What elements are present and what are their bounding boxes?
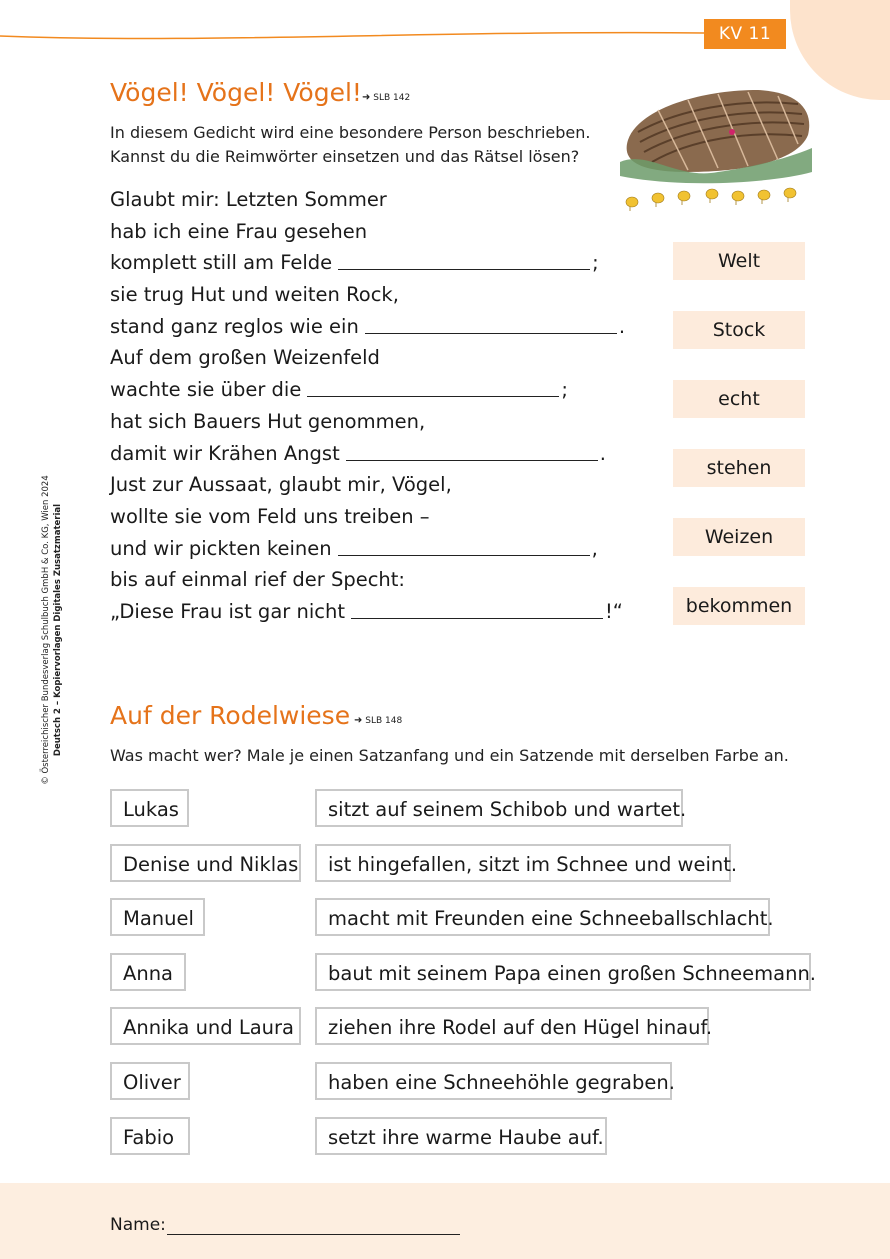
sentence-start[interactable]: Fabio: [110, 1117, 190, 1155]
poem-line: hab ich eine Frau gesehen: [110, 219, 368, 243]
sentence-end[interactable]: macht mit Freunden eine Schneeballschlacht.: [315, 898, 770, 936]
sentence-end[interactable]: ziehen ihre Rodel auf den Hügel hinauf.: [315, 1007, 709, 1045]
worksheet-badge: KV 11: [704, 19, 786, 49]
poem-line: Auf dem großen Weizenfeld: [110, 346, 380, 370]
section2-ref: [354, 715, 402, 726]
sentence-end[interactable]: sitzt auf seinem Schibob und wartet.: [315, 789, 683, 827]
intro-line: In diesem Gedicht wird eine besondere Person beschrieben.: [110, 123, 591, 142]
copyright-text: © Österreichischer Bundesverlag Schulbuch GmbH & Co. KG, Wien 2024: [41, 475, 51, 785]
section1-ref: [362, 92, 410, 103]
poem-line: und wir pickten keinen ,: [110, 536, 598, 560]
poem-line: „Diese Frau ist gar nicht !“: [110, 599, 623, 623]
answer-blank[interactable]: [338, 555, 590, 556]
section1-intro: [110, 121, 590, 169]
answer-blank[interactable]: [346, 460, 598, 461]
answer-blank[interactable]: [307, 396, 559, 397]
poem-line: Just zur Aussaat, glaubt mir, Vögel,: [110, 473, 452, 497]
section2-ref-label: SLB 148: [365, 716, 403, 726]
sentence-start[interactable]: Denise und Niklas: [110, 844, 301, 882]
poem-line: komplett still am Felde ;: [110, 251, 599, 275]
word-bank-item: Weizen: [673, 518, 805, 556]
poem-line: wachte sie über die ;: [110, 378, 568, 402]
poem-line: sie trug Hut und weiten Rock,: [110, 283, 399, 307]
section2-title: Auf der Rodelwiese: [110, 701, 351, 730]
sentence-end[interactable]: haben eine Schneehöhle gegraben.: [315, 1062, 672, 1100]
sentence-start[interactable]: Oliver: [110, 1062, 190, 1100]
poem-line: Glaubt mir: Letzten Sommer: [110, 188, 387, 211]
word-bank-item: stehen: [673, 449, 805, 487]
answer-blank[interactable]: [351, 618, 603, 619]
section1-ref-label: SLB 142: [373, 93, 411, 103]
answer-blank[interactable]: [338, 269, 590, 270]
word-bank-item: echt: [673, 380, 805, 418]
poem-line: damit wir Krähen Angst .: [110, 441, 606, 465]
sentence-start[interactable]: Annika und Laura: [110, 1007, 301, 1045]
poem-line: wollte sie vom Feld uns treiben –: [110, 504, 430, 528]
sentence-start[interactable]: Lukas: [110, 789, 189, 827]
poem: [110, 184, 625, 628]
sentence-end[interactable]: ist hingefallen, sitzt im Schnee und weint.: [315, 844, 731, 882]
word-bank-item: Stock: [673, 311, 805, 349]
sentence-start[interactable]: Anna: [110, 953, 186, 991]
word-bank-item: bekommen: [673, 587, 805, 625]
poem-line: hat sich Bauers Hut genommen,: [110, 409, 426, 433]
poem-line: stand ganz reglos wie ein .: [110, 314, 626, 338]
poem-line: bis auf einmal rief der Specht:: [110, 568, 405, 592]
field-illustration: [618, 80, 814, 216]
side-copyright: [40, 460, 64, 800]
name-field[interactable]: [167, 1234, 460, 1235]
name-label: Name:: [110, 1215, 166, 1235]
intro-line: Kannst du die Reimwörter einsetzen und das Rätsel lösen?: [110, 147, 580, 166]
sentence-end[interactable]: baut mit seinem Papa einen großen Schneemann.: [315, 953, 811, 991]
sentence-end[interactable]: setzt ihre warme Haube auf.: [315, 1117, 607, 1155]
word-bank-item: Welt: [673, 242, 805, 280]
answer-blank[interactable]: [365, 333, 617, 334]
section2-intro: Was macht wer? Male je einen Satzanfang und ein Satzende mit derselben Farbe an.: [110, 746, 789, 765]
series-text: Deutsch 2 – Kopiervorlagen Digitales Zusatzmaterial: [53, 503, 63, 757]
arrow-right-icon: ➜: [362, 92, 371, 103]
section1-title: Vögel! Vögel! Vögel!: [110, 78, 362, 107]
arrow-right-icon: ➜: [354, 715, 363, 726]
sentence-start[interactable]: Manuel: [110, 898, 205, 936]
